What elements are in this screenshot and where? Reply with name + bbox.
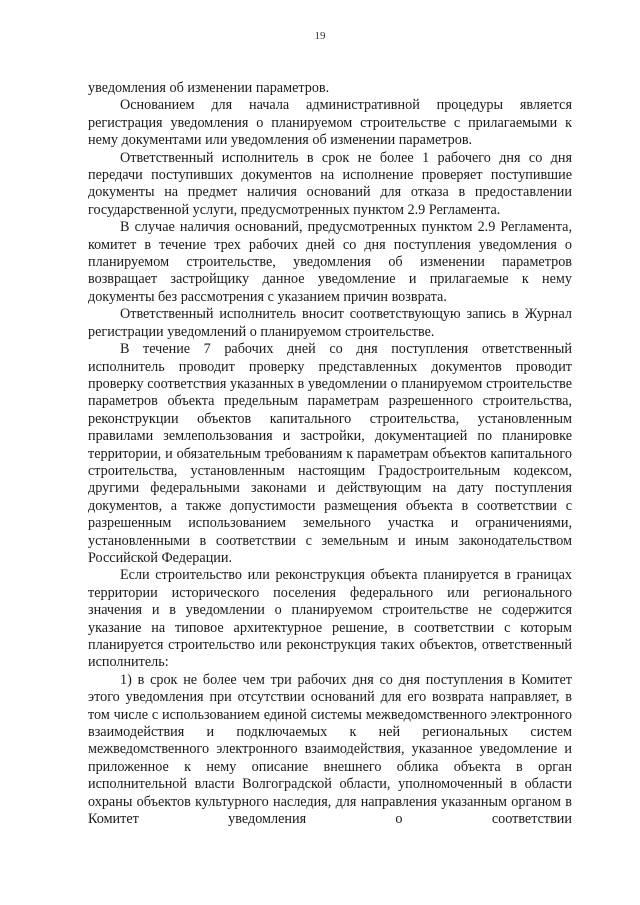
paragraph-historic-settlement: Если строительство или реконструкция объекта планируется в границах территории исторического поселения федерального или регионального значения и в уведомлении о планируемом строительстве не содержится указание на типовое архитектурное решение, в соответствии с которым планируется строительство или реконструкция таких объектов, ответственный исполнитель: xyxy=(88,567,572,671)
paragraph-item-1: 1) в срок не более чем три рабочих дня со дня поступления в Комитет этого уведомления при отсутствии оснований для его возврата направляет, в том числе с использованием единой системы межведомственного электронного взаимодействия и подключаемых к ней региональных систем межведомственного электронного взаимодействия, указанное уведомление и приложенное к нему описание внешнего облика объекта в орган исполнительной власти Волгоградской области, уполномоченный в области охраны объектов культурного наследия, для направления указанным органом в Комитет уведомления о соответствии xyxy=(88,671,572,828)
paragraph-return-grounds: В случае наличия оснований, предусмотренных пунктом 2.9 Регламента, комитет в течение трех рабочих дней со дня поступления уведомления о планируемом строительстве, уведомления об изменении параметров возвращает застройщику данное уведомление и прилагаемые к нему документы без рассмотрения с указанием причин возврата. xyxy=(88,219,572,305)
page-number: 19 xyxy=(314,30,326,42)
paragraph-check-documents: Ответственный исполнитель в срок не более 1 рабочего дня со дня передачи поступивших документов на исполнение проверяет поступившие документы на предмет наличия оснований для отказа в предоставлении государственной услуги, предусмотренных пунктом 2.9 Регламента. xyxy=(88,149,572,218)
paragraph-basis: Основанием для начала административной процедуры является регистрация уведомления о планируемом строительстве с прилагаемыми к нему документами или уведомления об изменении параметров. xyxy=(88,97,572,149)
document-body xyxy=(88,80,572,828)
paragraph-seven-day-check: В течение 7 рабочих дней со дня поступления ответственный исполнитель проводит проверку представленных документов проводит проверку соответствия указанных в уведомлении о планируемом строительстве параметров объекта предельным параметрам разрешенного строительства, реконструкции объектов капитального строительства, установленным правилами землепользования и застройки, документацией по планировке территории, и обязательным требованиям к параметрам объектов капитального строительства, установленным настоящим Градостроительным кодексом, другими федеральными законами и действующим на дату поступления документов, а также допустимости размещения объекта в соответствии с разрешенным использованием земельного участка и ограничениями, установленными в соответствии с земельным и иным законодательством Российской Федерации. xyxy=(88,341,572,566)
paragraph-continuation: уведомления об изменении параметров. xyxy=(88,80,330,96)
paragraph-journal-entry: Ответственный исполнитель вносит соответствующую запись в Журнал регистрации уведомлений о планируемом строительстве. xyxy=(88,306,572,340)
